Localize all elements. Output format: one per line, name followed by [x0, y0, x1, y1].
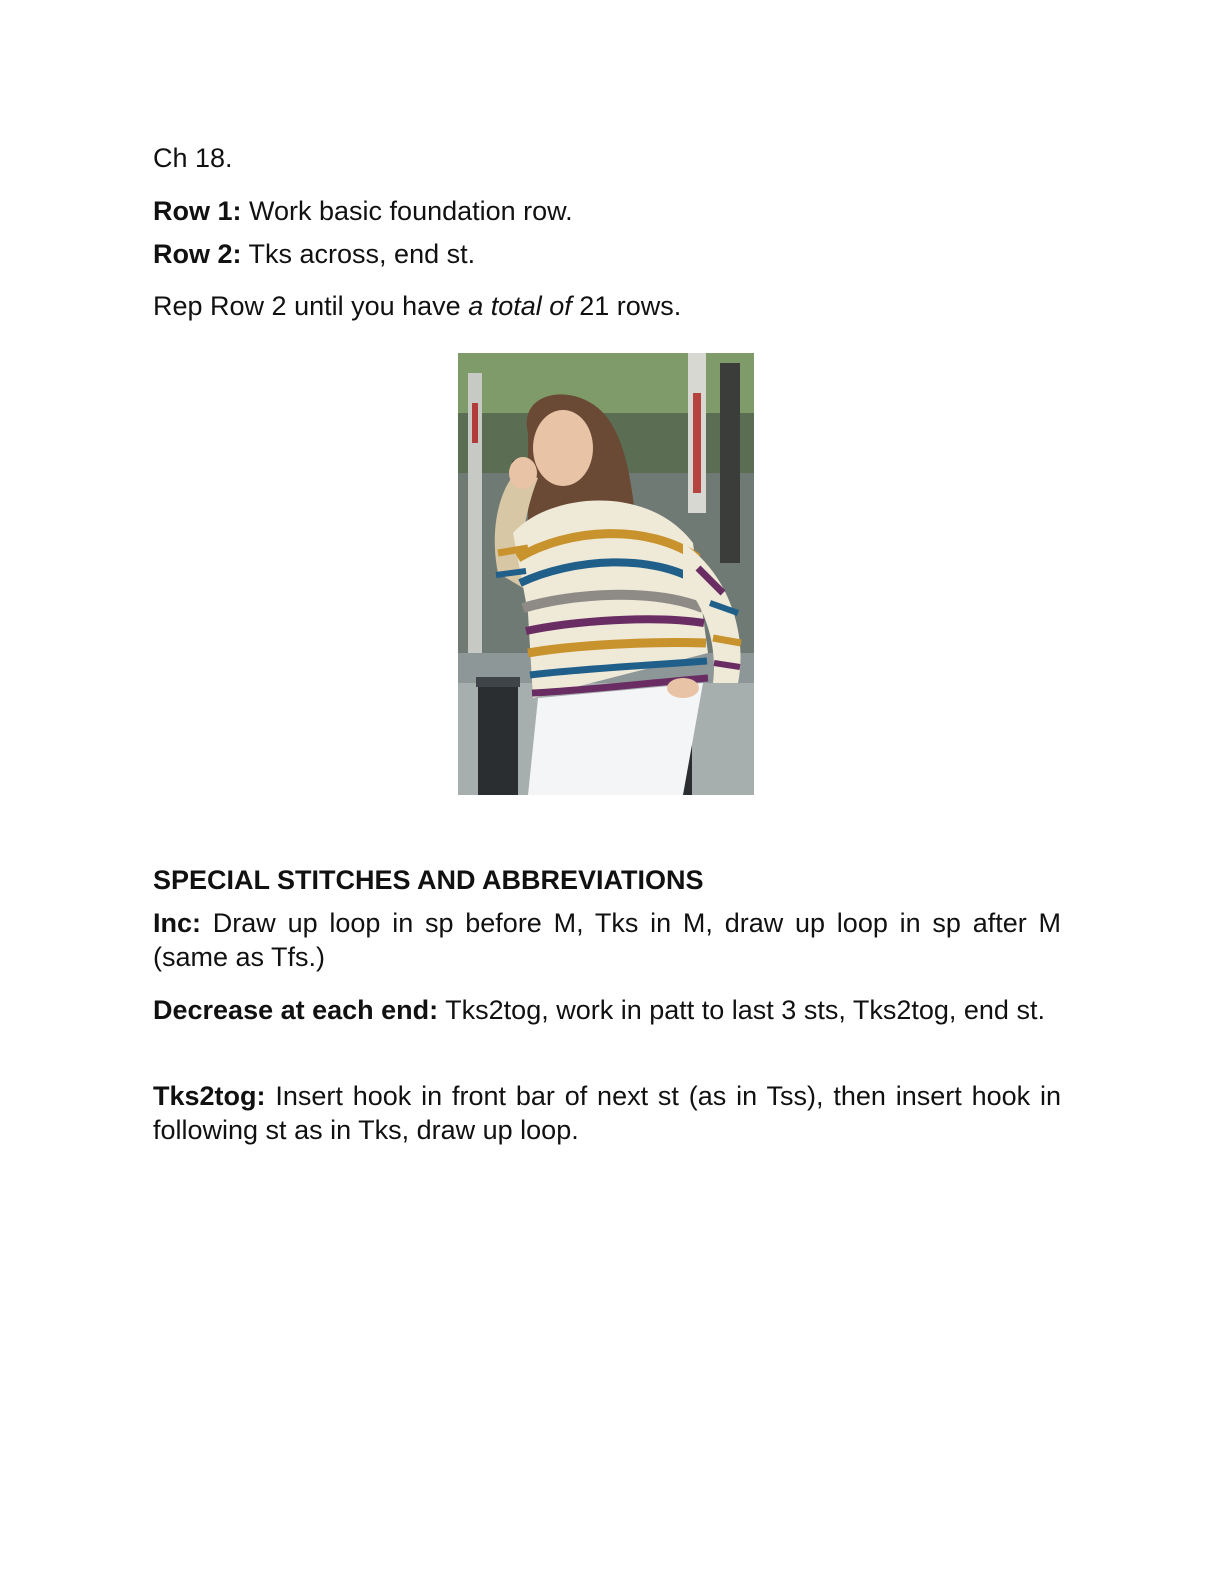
tks2tog-term: Tks2tog:: [153, 1081, 266, 1111]
row-2-label: Row 2:: [153, 239, 242, 269]
special-stitches-heading: SPECIAL STITCHES AND ABBREVIATIONS: [153, 865, 704, 895]
row-2-text: Tks across, end st.: [241, 239, 476, 269]
chain-instruction: Ch 18.: [153, 143, 233, 173]
row-1-instruction: [153, 194, 1061, 228]
inc-text: Draw up loop in sp before M, Tks in M, draw up loop in sp after M (same as Tfs.): [153, 908, 1061, 972]
inc-definition: [153, 906, 1061, 974]
decrease-definition: [153, 993, 1061, 1027]
row-1-text: Work basic foundation row.: [241, 196, 573, 226]
repeat-emphasis: a total of: [468, 291, 572, 321]
row-1-label: Row 1:: [153, 196, 242, 226]
sweater-photo: [458, 353, 754, 795]
decrease-text: Tks2tog, work in patt to last 3 sts, Tks2tog, end st.: [438, 995, 1045, 1025]
tks2tog-text: Insert hook in front bar of next st (as in Tss), then insert hook in following st as in Tks, draw up loop.: [153, 1081, 1061, 1145]
repeat-text-before: Rep Row 2 until you have: [153, 291, 469, 321]
inc-term: Inc:: [153, 908, 202, 938]
repeat-instruction: [153, 289, 1061, 323]
repeat-text-after: 21 rows.: [571, 291, 682, 321]
row-2-instruction: [153, 237, 1061, 271]
decrease-term: Decrease at each end:: [153, 995, 439, 1025]
tks2tog-definition: [153, 1079, 1061, 1147]
